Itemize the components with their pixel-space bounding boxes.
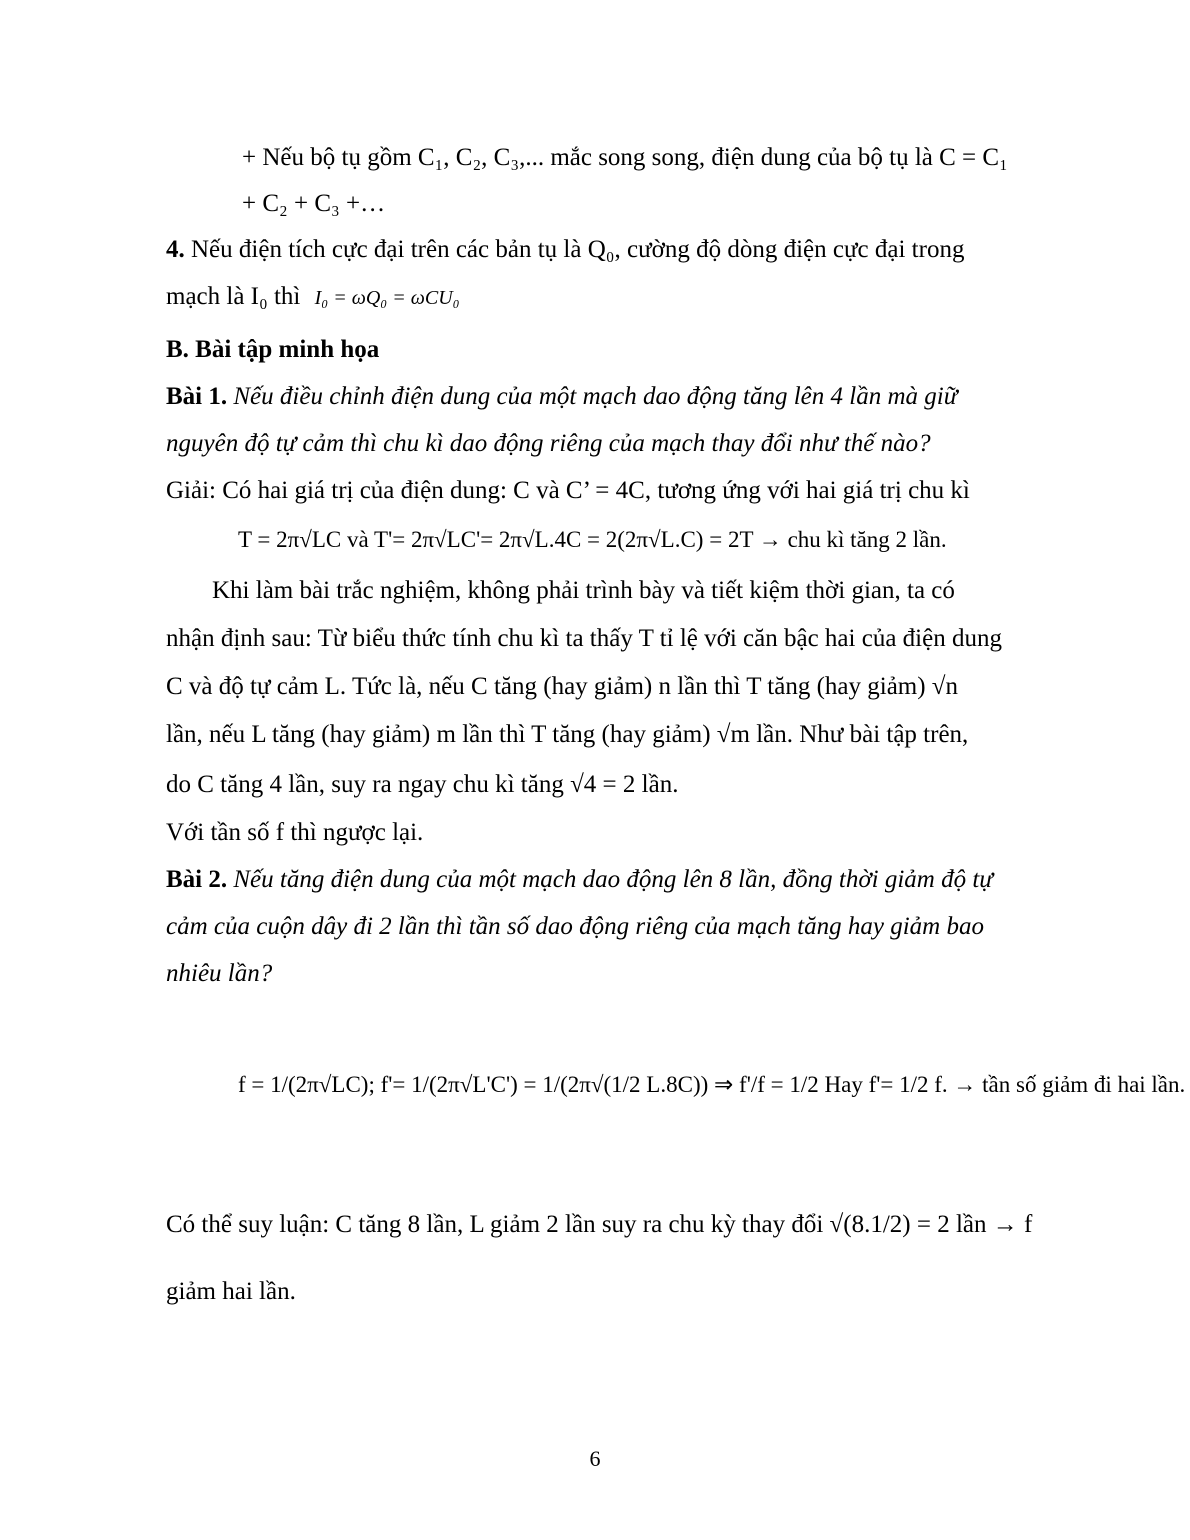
text: + Nếu bộ tụ gồm C₁, C₂, C₃,... mắc song song, điện dung của bộ tụ là C = C₁ <box>242 144 1008 171</box>
item-4-line-2 <box>166 284 460 309</box>
item-4-line-1 <box>166 237 1079 262</box>
section-heading: B. Bài tập minh họa <box>166 336 380 363</box>
paragraph-line-4: lần, nếu L tăng (hay giảm) m lần thì T tăng (hay giảm) √m lần. Như bài tập trên, <box>166 721 969 748</box>
text: Nếu điện tích cực đại trên các bản tụ là Q₀, cường độ dòng điện cực đại trong <box>191 236 965 263</box>
item-4-number: 4. <box>166 236 185 263</box>
exercise-1-question-line-2: nguyên độ tự cảm thì chu kì dao động riêng của mạch thay đổi như thế nào? <box>166 430 931 457</box>
exercise-2-question-line-1 <box>166 867 1079 892</box>
exercise-2-label: Bài 2. <box>166 866 228 893</box>
paragraph-line-2: nhận định sau: Từ biểu thức tính chu kì ta thấy T tỉ lệ với căn bậc hai của điện dung <box>166 625 1002 652</box>
text: Nếu điều chỉnh điện dung của một mạch dao động tăng lên 4 lần mà giữ <box>233 383 958 410</box>
paragraph-line-5: do C tăng 4 lần, suy ra ngay chu kì tăng √4 = 2 lần. <box>166 771 679 798</box>
conclusion-line-2: giảm hai lần. <box>166 1278 296 1305</box>
page-number: 6 <box>589 1446 601 1471</box>
current-formula: I₀ = ωQ₀ = ωCU₀ <box>314 287 460 309</box>
text: + C₂ + C₃ +… <box>242 190 386 217</box>
paragraph-line-3: C và độ tự cảm L. Tức là, nếu C tăng (hay giảm) n lần thì T tăng (hay giảm) √n <box>166 673 959 700</box>
exercise-2-question-line-3: nhiêu lần? <box>166 960 273 987</box>
exercise-2-question-line-2 <box>166 914 1079 939</box>
exercise-1-question-line-1 <box>166 384 1079 409</box>
exercise-1-label: Bài 1. <box>166 383 228 410</box>
paragraph-line-6: Với tần số f thì ngược lại. <box>166 819 424 846</box>
frequency-equation: f = 1/(2π√LC); f'= 1/(2π√L'C') = 1/(2π√(1/2 L.8C)) ⇒ f'/f = 1/2 Hay f'= 1/2 f. → tần số giảm đi hai lần. <box>238 1072 1186 1097</box>
parallel-capacitor-line <box>242 145 1008 170</box>
text: cảm của cuộn dây đi 2 lần thì tần số dao động riêng của mạch tăng hay giảm bao <box>166 913 984 940</box>
text: mạch là I₀ thì <box>166 283 301 310</box>
exercise-1-solution-intro: Giải: Có hai giá trị của điện dung: C và C’ = 4C, tương ứng với hai giá trị chu kì <box>166 477 970 504</box>
conclusion-line-1: Có thể suy luận: C tăng 8 lần, L giảm 2 lần suy ra chu kỳ thay đổi √(8.1/2) = 2 lần → f <box>166 1211 1033 1238</box>
paragraph-line-1: Khi làm bài trắc nghiệm, không phải trình bày và tiết kiệm thời gian, ta có <box>212 577 955 604</box>
text: Nếu tăng điện dung của một mạch dao động lên 8 lần, đồng thời giảm độ tự <box>233 866 993 893</box>
period-equation: T = 2π√LC và T'= 2π√LC'= 2π√L.4C = 2(2π√L.C) = 2T → chu kì tăng 2 lần. <box>238 527 947 552</box>
parallel-capacitor-line-cont <box>242 191 385 216</box>
